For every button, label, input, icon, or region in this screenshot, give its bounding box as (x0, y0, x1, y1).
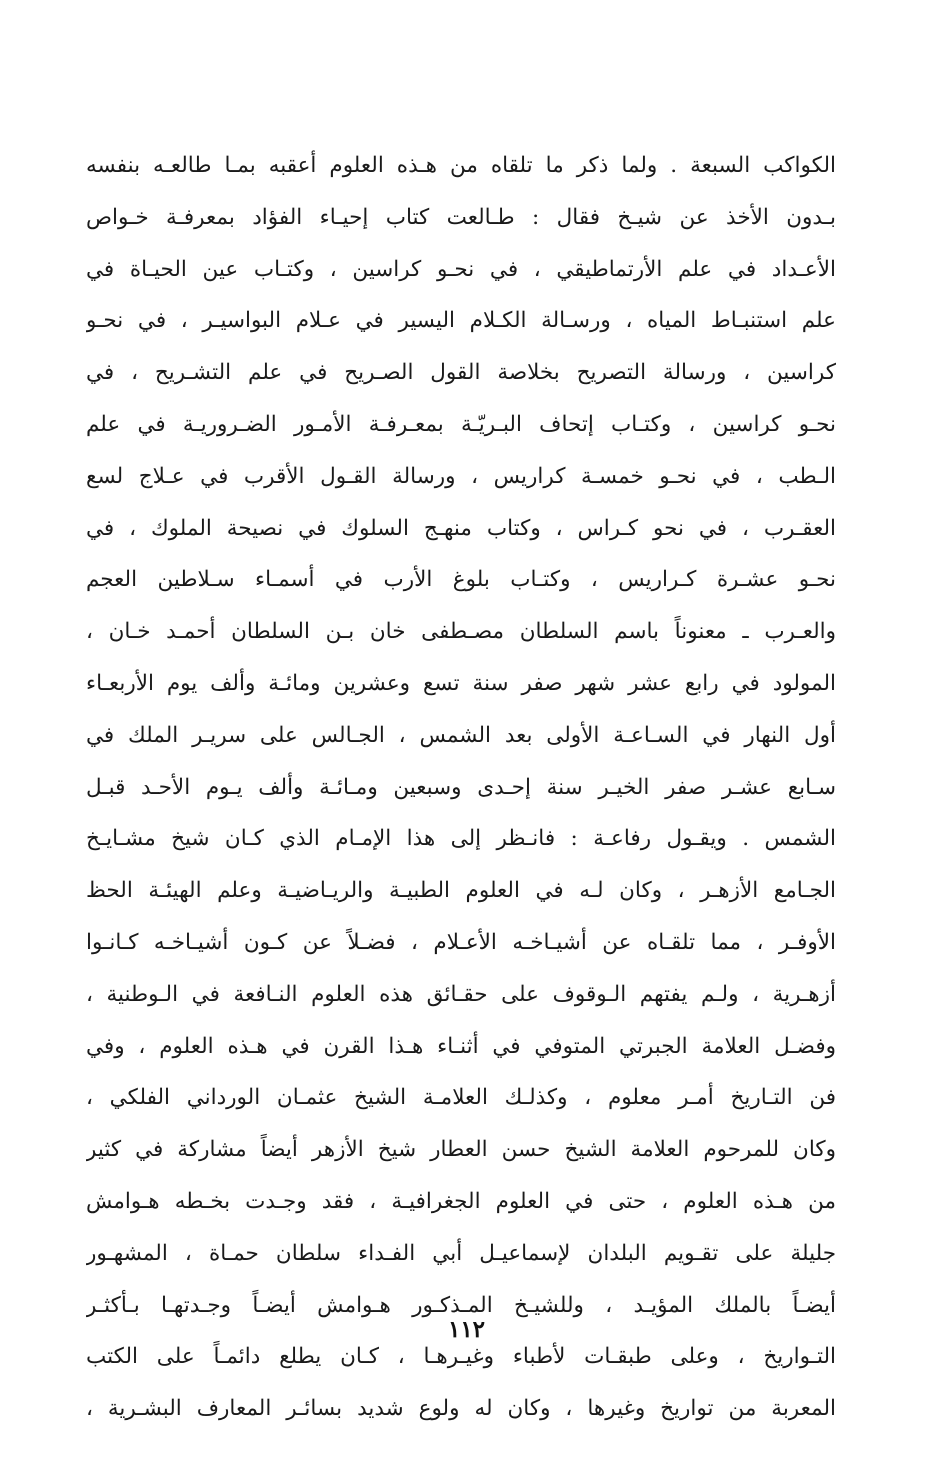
page-number: ١١٢ (447, 1316, 486, 1343)
text-line: والعـرب ـ معنوناً باسم السلطان مصـطفى خان بـن السلطان أحمـد خـان ، (86, 619, 836, 645)
text-line: جليلة على تقـويم البلدان لإسماعيـل أبي الفـداء سلطان حمـاة ، المشهـور (86, 1240, 836, 1266)
text-line: الشمس . ويقـول رفاعـة : فانـظر إلى هذا الإمـام الذي كـان شيخ مشـايـخ (86, 826, 836, 852)
text-line: فن التـاريخ أمـر معلوم ، وكذلـك العلامـة الشيخ عثمـان الورداني الفلكي ، (86, 1085, 836, 1111)
text-line: وفضـل العلامة الجبرتي المتوفي في أثنـاء هـذا القرن في هـذه العلوم ، وفي (86, 1033, 836, 1059)
text-line: من هـذه العلوم ، حتى في العلوم الجغرافيـة ، فقد وجـدت بخـطه هـوامش (86, 1188, 836, 1214)
text-line: التـواريخ ، وعلى طبقـات لأطباء وغيـرهـا ، كـان يطلع دائمـاً على الكتب (86, 1344, 836, 1370)
text-line: نحـو عشـرة كـراريس ، وكتـاب بلوغ الأرب في أسمـاء سـلاطين العجم (86, 567, 836, 593)
text-line: الجـامع الأزهـر ، وكان لـه في العلوم الطبيـة والريـاضيـة وعلم الهيئـة الحظ (86, 878, 836, 904)
text-line: الـطب ، في نحـو خمسـة كراريس ، ورسالة القـول الأقرب في عـلاج لسع (86, 463, 836, 489)
text-line: المعربة من تواريخ وغيرها ، وكان له ولوع شديد بسائـر المعارف البشـرية ، (86, 1396, 836, 1422)
text-line: علم استنبـاط المياه ، ورسـالة الكـلام اليسير في عـلام البواسيـر ، في نحـو (86, 308, 836, 334)
body-text (86, 140, 836, 1435)
text-line: الكواكب السبعة . ولما ذكر ما تلقاه من هـذه العلوم أعقبه بمـا طالعـه بنفسه (86, 153, 836, 178)
text-line: أزهـرية ، ولـم يفتهم الـوقوف على حقـائق هذه العلوم النـافعة في الـوطنية ، (86, 981, 836, 1007)
text-line: كراسين ، ورسالة التصريح بخلاصة القول الصـريح في علم التشـريح ، في (86, 360, 836, 386)
text-line: نحـو كراسين ، وكتـاب إتحاف البـريّـة بمعـرفـة الأمـور الضـروريـة في علم (86, 411, 836, 437)
text-line: العقـرب ، في نحو كـراس ، وكتاب منهـج السلوك في نصيحة الملوك ، في (86, 515, 836, 541)
text-line: الأعـداد في علم الأرتماطيقي ، في نحـو كراسين ، وكتـاب عين الحيـاة في (86, 256, 836, 282)
text-line: المولود في رابع عشر شهر صفر سنة تسع وعشرين ومائـة وألف يوم الأربعـاء (86, 670, 836, 696)
text-line: سـابع عشـر صفر الخيـر سنة إحـدى وسبعين ومـائـة وألف يـوم الأحـد قبـل (86, 774, 836, 800)
text-line: الأوفـر ، مما تلقـاه عن أشيـاخـه الأعـلام ، فضـلاً عن كـون أشيـاخـه كـانـوا (86, 929, 836, 955)
text-line: أيضـاً بالملك المؤيـد ، وللشيـخ المـذكـور هـوامش أيضـاً وجـدتهـا بـأكثـر (86, 1292, 836, 1318)
text-line: وكان للمرحوم العلامة الشيخ حسن العطار شيخ الأزهر أيضاً مشاركة في كثير (86, 1137, 836, 1163)
text-line: أول النهار في السـاعـة الأولى بعد الشمس ، الجـالس على سريـر الملك في (86, 722, 836, 748)
text-line: بـدون الأخذ عن شيـخ فقال : طـالعت كتاب إحيـاء الفؤاد بمعرفـة خـواص (86, 204, 836, 230)
